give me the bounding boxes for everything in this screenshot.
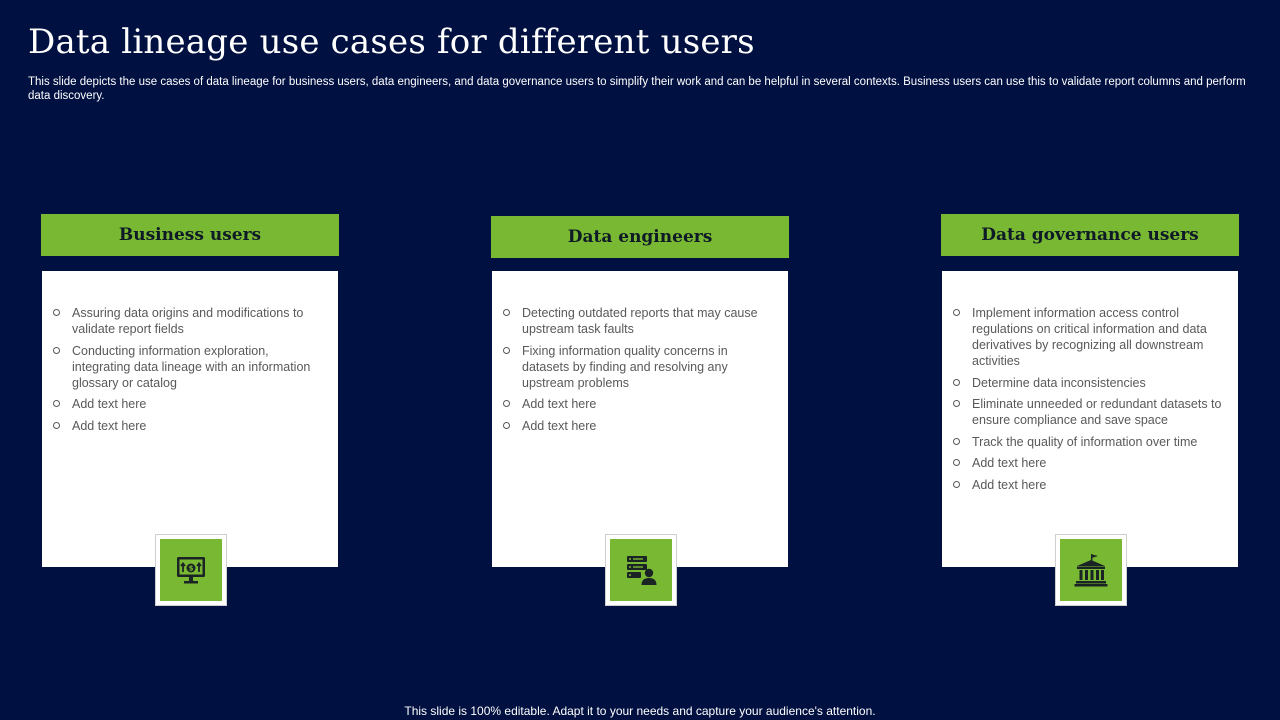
bullet-text: Add text here bbox=[72, 418, 147, 433]
server-user-icon bbox=[624, 553, 658, 587]
bullet-text: Add text here bbox=[522, 418, 597, 433]
column-header: Business users bbox=[41, 214, 339, 256]
government-building-icon bbox=[1073, 552, 1109, 588]
bullet-text: Fixing information quality concerns in datasets by finding and resolving any upstream problems bbox=[522, 343, 728, 390]
bullet-item bbox=[952, 305, 1224, 369]
icon-frame bbox=[155, 534, 227, 606]
bullet-text: Add text here bbox=[522, 397, 597, 411]
slide-title: Data lineage use cases for different users bbox=[28, 22, 755, 62]
bullet-circle-icon bbox=[953, 438, 960, 445]
bullet-circle-icon bbox=[953, 379, 960, 386]
bullet-text: Add text here bbox=[72, 397, 147, 411]
bullet-list bbox=[42, 271, 338, 434]
bullet-item bbox=[52, 343, 324, 391]
bullet-item bbox=[502, 396, 774, 412]
bullet-item bbox=[52, 418, 324, 434]
column-header: Data engineers bbox=[491, 216, 789, 258]
bullet-text: Track the quality of information over time bbox=[972, 434, 1198, 449]
bullet-circle-icon bbox=[53, 347, 60, 354]
bullet-item bbox=[952, 375, 1224, 391]
svg-text:$: $ bbox=[188, 564, 194, 573]
bullet-circle-icon bbox=[953, 400, 960, 407]
bullet-circle-icon bbox=[503, 400, 510, 407]
bullet-item bbox=[502, 343, 774, 391]
icon-tile bbox=[610, 539, 672, 601]
slide-footer: This slide is 100% editable. Adapt it to your needs and capture your audience's attention. bbox=[404, 704, 876, 718]
bullet-item bbox=[502, 418, 774, 434]
monitor-dollar-icon bbox=[174, 553, 208, 587]
bullet-item bbox=[952, 434, 1224, 450]
column-header: Data governance users bbox=[941, 214, 1239, 256]
bullet-circle-icon bbox=[53, 309, 60, 316]
bullet-text: Add text here bbox=[972, 456, 1047, 470]
bullet-item bbox=[952, 477, 1224, 493]
bullet-text: Eliminate unneeded or redundant datasets to ensure compliance and save space bbox=[972, 397, 1222, 427]
bullet-item bbox=[952, 455, 1224, 471]
icon-frame bbox=[1055, 534, 1127, 606]
bullet-text: Determine data inconsistencies bbox=[972, 375, 1146, 390]
bullet-text: Detecting outdated reports that may cause upstream task faults bbox=[522, 306, 758, 336]
slide-subtitle: This slide depicts the use cases of data lineage for business users, data engineers, and data governance users to simplify their work and can be helpful in several contexts. Business users can use this to validate report columns and perform data discovery. bbox=[28, 76, 1246, 102]
bullet-circle-icon bbox=[953, 459, 960, 466]
icon-frame bbox=[605, 534, 677, 606]
bullet-list bbox=[492, 271, 788, 434]
bullet-item bbox=[952, 396, 1224, 428]
bullet-circle-icon bbox=[53, 422, 60, 429]
bullet-circle-icon bbox=[503, 347, 510, 354]
bullet-circle-icon bbox=[503, 422, 510, 429]
bullet-item bbox=[52, 396, 324, 412]
bullet-item bbox=[502, 305, 774, 337]
bullet-circle-icon bbox=[953, 481, 960, 488]
bullet-circle-icon bbox=[503, 309, 510, 316]
column-card bbox=[942, 271, 1238, 567]
bullet-circle-icon bbox=[953, 309, 960, 316]
column-card bbox=[42, 271, 338, 567]
bullet-text: Assuring data origins and modifications to validate report fields bbox=[72, 306, 304, 336]
column-card bbox=[492, 271, 788, 567]
bullet-circle-icon bbox=[53, 400, 60, 407]
icon-tile bbox=[1060, 539, 1122, 601]
icon-tile bbox=[160, 539, 222, 601]
bullet-text: Conducting information exploration, integrating data lineage with an information glossary or catalog bbox=[72, 343, 311, 390]
bullet-item bbox=[52, 305, 324, 337]
bullet-list bbox=[942, 271, 1238, 493]
bullet-text: Add text here bbox=[972, 477, 1047, 492]
bullet-text: Implement information access control regulations on critical information and data derivatives by recognizing all downstream activities bbox=[972, 306, 1207, 368]
